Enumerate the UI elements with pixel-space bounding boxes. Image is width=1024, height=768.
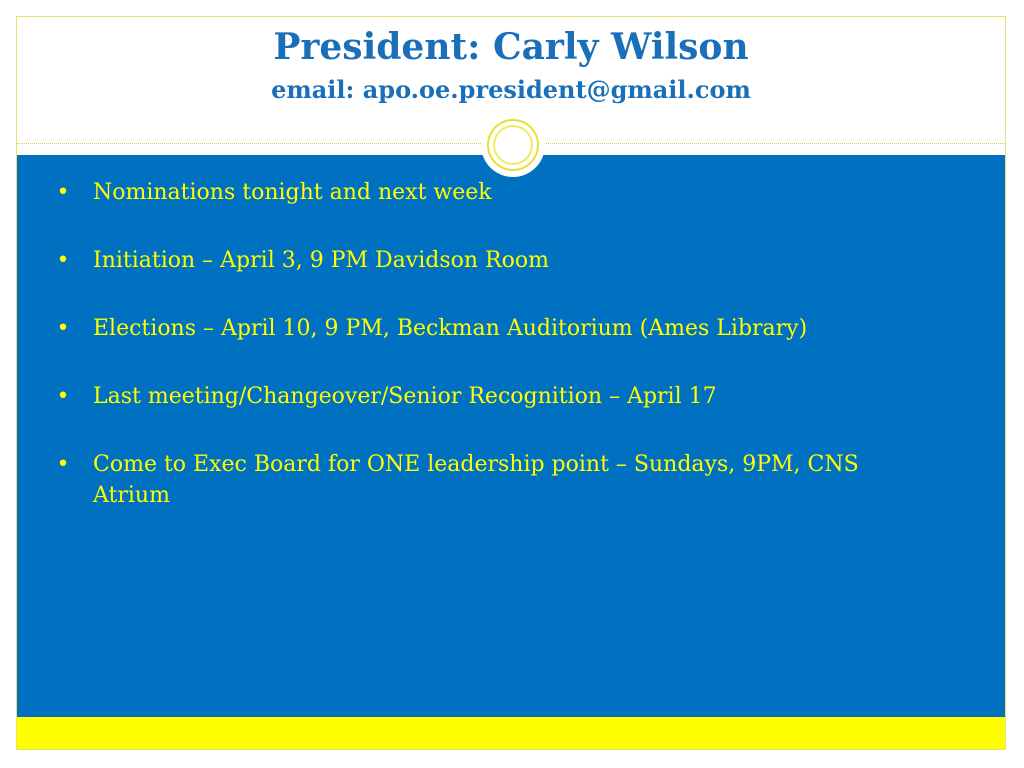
bullet-marker: • bbox=[56, 452, 70, 477]
bullet-list bbox=[53, 177, 933, 548]
bullet-item bbox=[53, 177, 933, 208]
bullet-text: Elections – April 10, 9 PM, Beckman Auditorium (Ames Library) bbox=[93, 316, 808, 341]
bullet-marker: • bbox=[56, 248, 70, 273]
bullet-item bbox=[53, 381, 933, 412]
slide-title: President: Carly Wilson bbox=[273, 26, 749, 68]
content-panel bbox=[17, 155, 1005, 717]
email-subtitle: email: apo.oe.president@gmail.com bbox=[271, 75, 751, 104]
slide-frame bbox=[16, 16, 1006, 750]
bullet-item bbox=[53, 313, 933, 344]
bullet-text: Come to Exec Board for ONE leadership point – Sundays, 9PM, CNS Atrium bbox=[93, 452, 859, 508]
bullet-item bbox=[53, 245, 933, 276]
bullet-text: Nominations tonight and next week bbox=[93, 180, 492, 205]
ring-inner bbox=[493, 125, 533, 165]
footer-band bbox=[17, 717, 1005, 750]
bullet-marker: • bbox=[56, 316, 70, 341]
bullet-marker: • bbox=[56, 180, 70, 205]
bullet-marker: • bbox=[56, 384, 70, 409]
bullet-text: Initiation – April 3, 9 PM Davidson Room bbox=[93, 248, 549, 273]
bullet-text: Last meeting/Changeover/Senior Recognition – April 17 bbox=[93, 384, 717, 409]
bullet-item bbox=[53, 449, 913, 511]
